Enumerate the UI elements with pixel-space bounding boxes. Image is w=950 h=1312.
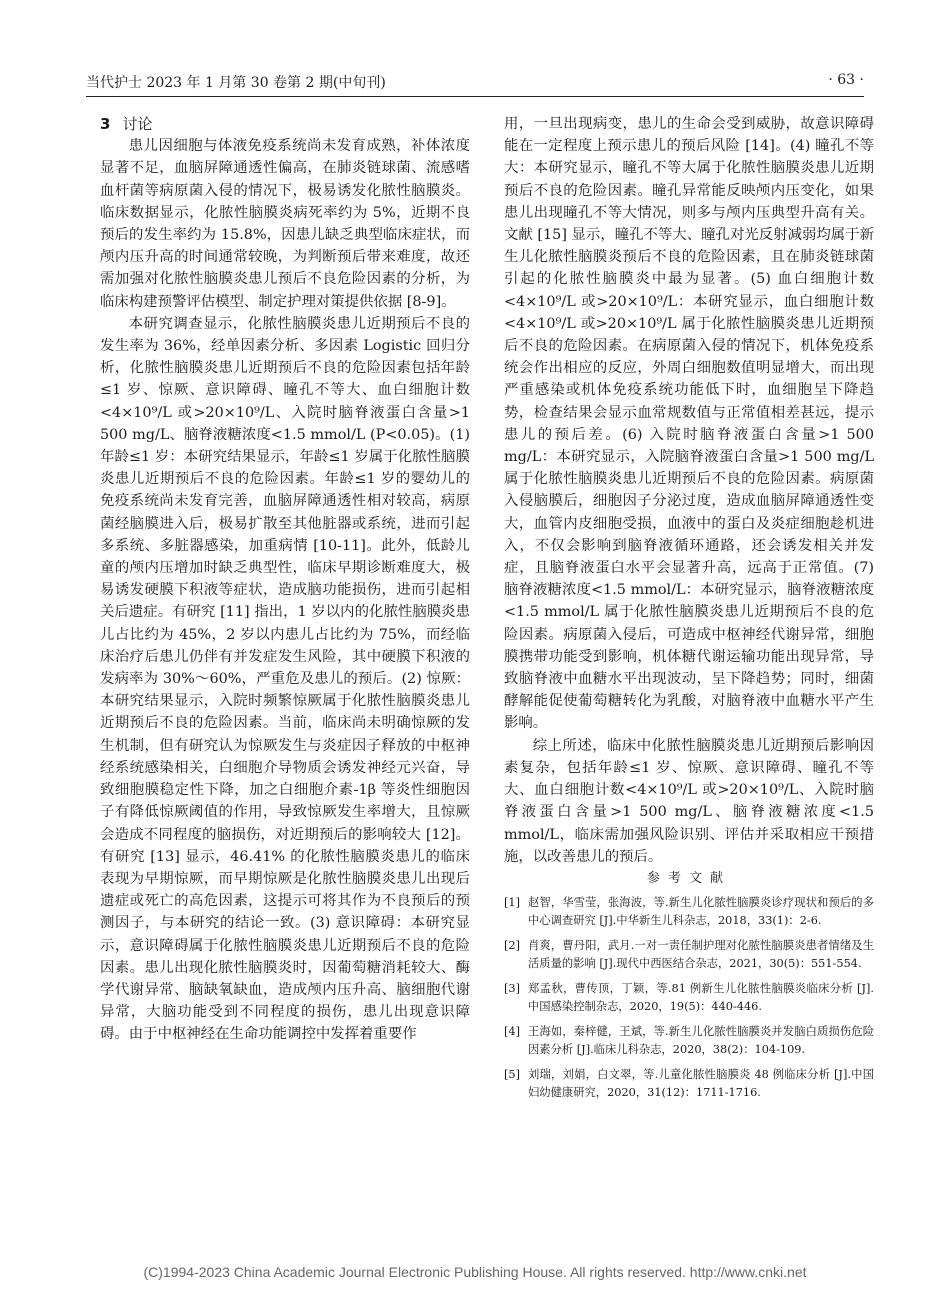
- journal-title: 当代护士 2023 年 1 月第 30 卷第 2 期(中旬刊): [86, 75, 386, 91]
- reference-item: [504, 937, 874, 973]
- reference-number: [2]: [504, 938, 521, 952]
- section-number: 3: [100, 115, 111, 133]
- references-title: 参考文献: [646, 870, 731, 886]
- reference-text: 赵智，华雪莹，张海波，等.新生儿化脓性脑膜炎诊疗现状和预后的多中心调查研究 [J].中华新生儿科杂志，2018，33(1)：2-6.: [528, 895, 874, 927]
- reference-text: 郑孟秋，曹传顶，丁颖，等.81 例新生儿化脓性脑膜炎临床分析 [J].中国感染控制杂志，2020，19(5)：440-446.: [528, 981, 874, 1013]
- reference-item: [504, 894, 874, 930]
- reference-item: [504, 1023, 874, 1059]
- paragraph-continued: 用，一旦出现病变，患儿的生命会受到威胁，故意识障碍能在一定程度上预示患儿的预后风险 [14]。(4) 瞳孔不等大：本研究显示，瞳孔不等大属于化脓性脑膜炎患儿近期预后不良的危险因素。瞳孔异常能反映颅内压变化，如果患儿出现瞳孔不等大情况，则多与颅内压典型升高有关。文献 [15] 显示，瞳孔不等大、瞳孔对光反射减弱均属于新生儿化脓性脑膜炎预后不良的危险因素，且在肺炎链球菌引起的化脓性脑膜炎中最为显著。(5) 血白细胞计数<4×10⁹/L 或>20×10⁹/L：本研究显示，血白细胞计数<4×10⁹/L 或>20×10⁹/L 属于化脓性脑膜炎患儿近期预后不良的危险因素。在病原菌入侵的情况下，机体免疫系统会作出相应的反应，外周白细胞数值明显增大，而出现严重感染或机体免疫系统功能低下时，血细胞呈下降趋势，检查结果会显示血常规数值与正常值相差甚远，提示患儿的预后差。(6) 入院时脑脊液蛋白含量>1 500 mg/L：本研究显示，入院脑脊液蛋白含量>1 500 mg/L 属于化脓性脑膜炎患儿近期预后不良的危险因素。病原菌入侵脑膜后，细胞因子分泌过度，造成血脑屏障通透性变大，血管内皮细胞受损，血液中的蛋白及炎症细胞趁机进入，不仅会影响到脑脊液循环通路，还会诱发相关并发症，且脑脊液蛋白水平会显著升高，远高于正常值。(7) 脑脊液糖浓度<1.5 mmol/L：本研究显示，脑脊液糖浓度<1.5 mmol/L 属于化脓性脑膜炎患儿近期预后不良的危险因素。病原菌入侵后，可造成中枢神经代谢异常，细胞膜携带功能受到影响，机体糖代谢运输功能出现异常，导致脑脊液中血糖水平出现波动，呈下降趋势；同时，细菌酵解能促使葡萄糖转化为乳酸，对脑脊液中血糖水平产生影响。: [504, 116, 874, 732]
- reference-text: 肖爽，曹丹阳，武月.一对一责任制护理对化脓性脑膜炎患者情绪及生活质量的影响 [J].现代中西医结合杂志，2021，30(5)：551-554.: [528, 938, 874, 970]
- paragraph: 患儿因细胞与体液免疫系统尚未发育成熟，补体浓度显著不足，血脑屏障通透性偏高，在肺炎链球菌、流感嗜血杆菌等病原菌入侵的情况下，极易诱发化脓性脑膜炎。临床数据显示，化脓性脑膜炎病死率约为 5%，近期不良预后的发生率约为 15.8%，因患儿缺乏典型临床症状，而颅内压升高的时间通常较晚，为判断预后带来难度，故还需加强对化脓性脑膜炎患儿预后不良危险因素的分析，为临床构建预警评估模型、制定护理对策提供依据 [8-9]。: [100, 138, 470, 310]
- paragraph: 本研究调查显示，化脓性脑膜炎患儿近期预后不良的发生率为 36%，经单因素分析、多因素 Logistic 回归分析，化脓性脑膜炎患儿近期预后不良的危险因素包括年龄≤1 岁、惊厥、意识障碍、瞳孔不等大、血白细胞计数<4×10⁹/L 或>20×10⁹/L、入院时脑脊液蛋白含量>1 500 mg/L、脑脊液糖浓度<1.5 mmol/L (P<0.05)。(1) 年龄≤1 岁：本研究结果显示，年龄≤1 岁属于化脓性脑膜炎患儿近期预后不良的危险因素。年龄≤1 岁的婴幼儿的免疫系统尚未发育完善，血脑屏障通透性相对较高，病原菌经脑膜进入后，极易扩散至其他脏器或系统，进而引起多系统、多脏器感染，加重病情 [10-11]。此外，低龄儿童的颅内压增加时缺乏典型性，临床早期诊断难度大，极易诱发硬膜下积液等症状，造成脑功能损伤，进而引起相关后遗症。有研究 [11] 指出，1 岁以内的化脓性脑膜炎患儿占比约为 45%，2 岁以内患儿占比约为 75%，而经临床治疗后患儿仍伴有并发症发生风险，其中硬膜下积液的发病率为 30%～60%，严重危及患儿的预后。(2) 惊厥：本研究结果显示，入院时频繁惊厥属于化脓性脑膜炎患儿近期预后不良的危险因素。当前，临床尚未明确惊厥的发生机制，但有研究认为惊厥发生与炎症因子释放的中枢神经系统感染相关，白细胞介导物质会诱发神经元兴奋，导致细胞膜稳定性下降，加之白细胞介素-1β 等炎性细胞因子有降低惊厥阈值的作用，导致惊厥发生率增大，且惊厥会造成不同程度的脑损伤，对近期预后的影响较大 [12]。有研究 [13] 显示，46.41% 的化脓性脑膜炎患儿的临床表现为早期惊厥，而早期惊厥是化脓性脑膜炎患儿出现后遗症或死亡的高危因素，这提示可将其作为不良预后的预测因子，与本研究的结论一致。(3) 意识障碍：本研究显示，意识障碍属于化脓性脑膜炎患儿近期预后不良的危险因素。患儿出现化脓性脑膜炎时，因葡萄糖消耗较大、酶学代谢异常、脑缺氧缺血，造成颅内压升高、脑细胞代谢异常，大脑功能受到不同程度的损伤，患儿出现意识障碍。由于中枢神经在生命功能调控中发挥着重要作: [100, 315, 470, 1043]
- reference-number: [4]: [504, 1024, 521, 1038]
- section-heading: [100, 113, 470, 135]
- paragraph: 综上所述，临床中化脓性脑膜炎患儿近期预后影响因素复杂，包括年龄≤1 岁、惊厥、意识障碍、瞳孔不等大、血白细胞计数<4×10⁹/L 或>20×10⁹/L、入院时脑脊液蛋白含量>1 500 mg/L、脑脊液糖浓度<1.5 mmol/L，临床需加强风险识别、评估并采取相应干预措施，以改善患儿的预后。: [504, 737, 874, 865]
- section-title: 讨论: [122, 115, 153, 133]
- reference-number: [3]: [504, 981, 521, 995]
- reference-text: 王海如，秦梓健，王斌，等.新生儿化脓性脑膜炎并发脑白质损伤危险因素分析 [J].临床儿科杂志，2020，38(2)：104-109.: [528, 1024, 874, 1056]
- copyright-footer: (C)1994-2023 China Academic Journal Electronic Publishing House. All rights reserved. http://www.cnki.net: [143, 1264, 807, 1280]
- left-column: [100, 113, 470, 1046]
- reference-item: [504, 980, 874, 1016]
- page-number: · 63 ·: [828, 72, 864, 88]
- reference-text: 刘瑞，刘娟，白文翠，等.儿童化脓性脑膜炎 48 例临床分析 [J].中国妇幼健康研究，2020，31(12)：1711-1716.: [528, 1067, 874, 1099]
- reference-number: [1]: [504, 895, 521, 909]
- header-rule: [86, 96, 864, 97]
- right-column: [504, 113, 874, 1109]
- reference-item: [504, 1066, 874, 1102]
- reference-number: [5]: [504, 1067, 521, 1081]
- running-header: [86, 72, 864, 94]
- references-list: [504, 894, 874, 1102]
